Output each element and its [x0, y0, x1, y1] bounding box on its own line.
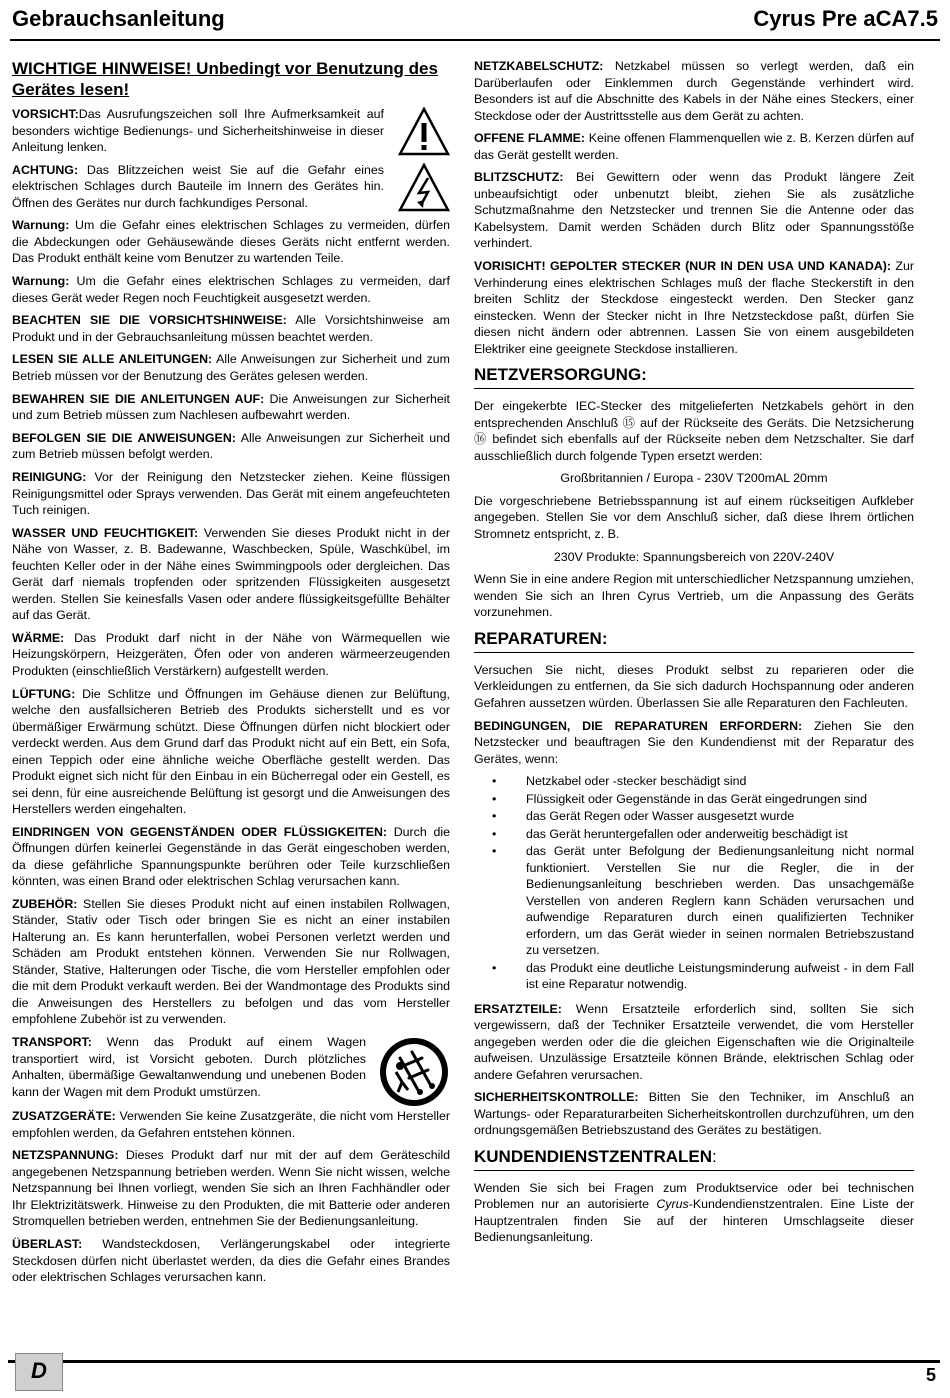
beachten: BEACHTEN SIE DIE VORSICHTSHINWEISE: Alle Vorsichtshinweise am Produkt und in der Gebrauchsanleitung müssen beachtet werden.	[12, 313, 450, 344]
footer-divider	[8, 1360, 940, 1363]
vorsicht-block	[12, 106, 450, 162]
transport-paragraph: TRANSPORT: Wenn das Produkt auf einem Wagen transportiert wird, ist Vorsicht geboten. Durch plötzliches Anhalten, übermäßige Gewaltanwendung und unebenen Boden kann der Wagen mit dem Produkt umstürzen.	[12, 1035, 366, 1099]
ersatzteile: ERSATZTEILE: Wenn Ersatzteile erforderlich sind, sollten Sie sich vergewissern, daß der Techniker Ersatzteile verwendet, die vom Hersteller angegeben werden oder die die gleichen Eigenschaften wie die Originalteile aufweisen. Unzulässige Ersatzteile können Brände, elektrischen Schlag oder andere Gefahren verursachen.	[474, 1001, 914, 1082]
transport-block	[12, 1034, 450, 1108]
header-left: Gebrauchsanleitung	[12, 6, 225, 31]
right-column	[474, 58, 914, 1252]
netz-p3: Wenn Sie in eine andere Region mit unterschiedlicher Netzspannung umziehen, wenden Sie sich an Ihren Cyrus Vertrieb, um die Anpassung des Geräts vorzunehmen.	[474, 572, 914, 620]
stecker: VORISICHT! GEPOLTER STECKER (NUR IN DEN USA UND KANADA): Zur Verhinderung eines elektrischen Schlages muß der flache Steckerstift in den breiten Schlitz der Steckdose eingesteckt werden. Den Stecker ganz einstecken. Wenn der Stecker nicht in Ihre Netzsteckdose paßt, dürfen Sie diesen nicht ändern oder abtrennen. Lassen Sie von einem ausgebildeten Elektriker eine geeignete Steckdose installieren.	[474, 259, 914, 356]
blitz: BLITZSCHUTZ: Bei Gewittern oder wenn das Produkt längere Zeit unbeaufsichtigt oder unbenutzt bleibt, ziehen Sie als zusätzliche Schutzmaßnahme den Netzstecker und trennen Sie die Antenne oder das Kabelsystem. Damit werden Schäden durch Blitz oder Spannungsstöße verhindert.	[474, 170, 914, 251]
flamme: OFFENE FLAMME: Keine offenen Flammenquellen wie z. B. Kerzen dürfen auf das Gerät gestellt werden.	[474, 131, 914, 162]
page-header	[12, 6, 938, 36]
achtung-paragraph: ACHTUNG: Das Blitzzeichen weist Sie auf die Gefahr eines elektrischen Schlages durch Bauteile im Innern des Gerätes hin. Öffnen des Gerätes nur durch fachkundiges Personal.	[12, 162, 384, 210]
list-item: • Netzkabel oder -stecker beschädigt sind	[474, 773, 914, 790]
page-title: WICHTIGE HINWEISE! Unbedingt vor Benutzung des Gerätes lesen!	[12, 59, 438, 99]
befolgen: BEFOLGEN SIE DIE ANWEISUNGEN: Alle Anweisungen zur Sicherheit und zum Betrieb müssen befolgt werden.	[12, 430, 450, 462]
repair-conditions-list	[474, 773, 914, 993]
rep-p1: Versuchen Sie nicht, dieses Produkt selbst zu reparieren oder die Verkleidungen zu entfernen, da Sie sich dadurch Hochspannung oder anderen Gefahren aussetzen würden. Überlassen Sie alle Reparaturen den Fachleuten.	[474, 662, 914, 710]
netz-p1: Der eingekerbte IEC-Stecker des mitgelieferten Netzkabels gehört in den entsprechenden Anschluß ⑮ auf der Rückseite des Geräts. Die Netzsicherung ⑯ befindet sich ebenfalls auf der Rückseite neben dem Netzschalter. Sie darf ausschließlich durch folgende Typen ersetzt werden:	[474, 399, 914, 463]
list-item: • das Gerät heruntergefallen oder anderweitig beschädigt ist	[474, 826, 914, 843]
bedingungen: BEDINGUNGEN, DIE REPARATUREN ERFORDERN: Ziehen Sie den Netzstecker und beauftragen Sie den Kundendienst mit der Reparatur des Gerätes, wenn:	[474, 718, 915, 766]
left-column	[12, 58, 450, 1292]
header-divider	[10, 39, 940, 41]
reinigung: REINIGUNG: Vor der Reinigung den Netzstecker ziehen. Keine flüssigen Reinigungsmittel oder Sprays verwenden. Das Gerät mit einem angefeuchteten Tuch reinigen.	[12, 470, 450, 517]
lueftung: LÜFTUNG: Die Schlitze und Öffnungen im Gehäuse dienen zur Belüftung, welche den ausfallsicheren Betrieb des Produkts sicherstellt und es vor übermäßiger Erwärmung schützt. Diese Öffnungen dürfen nicht blockiert oder verdeckt werden. Aus dem Grund darf das Produkt nicht auf ein Bett, ein Sofa, einen Teppich oder eine ähnliche weiche Oberfläche gestellt werden. Das Produkt eignet sich nicht für den Einbau in ein Bücherregal oder ein Gestell, es sei denn, für eine ausreichende Belüftung ist gesorgt und die Anweisungen des Herstellers werden eingehalten.	[12, 686, 450, 817]
zubehoer: ZUBEHÖR: Stellen Sie dieses Produkt nicht auf einen instabilen Rollwagen, Ständer, Stativ oder Tisch oder bringen Sie es nicht an einer instabilen Halterung an. Es kann herunterfallen, wobei Personen verletzt werden und Schäden am Produkt entstehen können. Verwenden Sie nur Rollwagen, Ständer, Stative, Halterungen oder Tische, die vom Hersteller empfohlen oder die mit dem Produkt verkauft werden. Bei der Wandmontage des Produkts sind die Anweisungen des Herstellers zu befolgen und das vom Hersteller empfohlene Zubehör ist zu verwenden.	[12, 896, 450, 1027]
section-kundendienst: KUNDENDIENSTZENTRALEN:	[474, 1147, 914, 1171]
warnung-1: Warnung: Um die Gefahr eines elektrischen Schlages zu vermeiden, dürfen die Abdeckungen oder Gehäusewände dieses Geräts nicht entfernt werden. Das Produkt enthält keine vom Benutzer zu wartenden Teile.	[12, 218, 450, 266]
eindringen: EINDRINGEN VON GEGENSTÄNDEN ODER FLÜSSIGKEITEN: Durch die Öffnungen dürfen keinerlei Gegenstände in das Gerät eingeschoben werden, da diese gefährliche Spannungspunkte berühren oder Teile kurzschließen könnten, was einen Brand oder elektrischen Schlag verursachen kann.	[12, 824, 450, 889]
lightning-warning-icon	[398, 162, 450, 214]
zusatz: ZUSATZGERÄTE: Verwenden Sie keine Zusatzgeräte, die nicht vom Hersteller empfohlen werden, da Gefahren entstehen können.	[12, 1109, 450, 1140]
ueberlast: ÜBERLAST: Wandsteckdosen, Verlängerungskabel oder integrierte Steckdosen dürfen nicht überlastet werden, da dies die Gefahr eines Brandes oder elektrischen Schlages verursachen kann.	[12, 1237, 450, 1284]
bewahren: BEWAHREN SIE DIE ANLEITUNGEN AUF: Die Anweisungen zur Sicherheit und zum Betrieb müssen zum Nachlesen aufbewahrt werden.	[12, 391, 450, 423]
netz-fuse-spec: Großbritannien / Europa - 230V T200mAL 20mm	[560, 471, 828, 486]
section-netzversorgung: NETZVERSORGUNG:	[474, 365, 914, 389]
netzspannung: NETZSPANNUNG: Dieses Produkt darf nur mit der auf dem Geräteschild angegebenen Netzspannung betrieben werden. Wenn Sie nicht wissen, welche Netzspannung bei Ihnen vorliegt, wenden Sie sich an Ihren Fachhändler oder Ihr Elektrizitätswerk. Hinweise zu den Produkten, die mit Batterie oder anderen Stromquellen betrieben werden, entnehmen Sie der Bedienungsanleitung.	[12, 1148, 450, 1229]
header-right: Cyrus Pre aCA7.5	[753, 6, 938, 31]
netz-p2: Die vorgeschriebene Betriebsspannung ist auf einem rückseitigen Aufkleber angegeben. Stellen Sie vor dem Anschluß sicher, daß diese Ihrem örtlichen Stromnetz entspricht, z. B.	[474, 493, 914, 541]
netz-voltage-spec: 230V Produkte: Spannungsbereich von 220V-240V	[553, 549, 835, 564]
sicherheitskontrolle: SICHERHEITSKONTROLLE: Bitten Sie den Techniker, im Anschluß an Wartungs- oder Reparaturarbeiten Sicherheitskontrollen durchzuführen, um den ordnungsgemäßen Betriebszustand des Gerätes zu bestätigen.	[474, 1090, 914, 1138]
vorsicht-paragraph: VORSICHT:Das Ausrufungszeichen soll Ihre Aufmerksamkeit auf besonders wichtige Bedienungs- und Sicherheitshinweise in dieser Anleitung lenken.	[12, 107, 384, 154]
list-item: • das Gerät Regen oder Wasser ausgesetzt wurde	[474, 808, 914, 825]
language-tab: D	[15, 1353, 63, 1391]
kunden-paragraph: Wenden Sie sich bei Fragen zum Produktservice oder bei technischen Problemen nur an autorisierte Cyrus-Kundendienstzentralen. Eine Liste der Hauptzentralen finden Sie auf der hinteren Umschlagseite dieser Bedienungsanleitung.	[474, 1180, 914, 1245]
list-item: • das Produkt eine deutliche Leistungsminderung aufweist - in dem Fall ist eine Reparatur notwendig.	[474, 960, 914, 993]
netzkabel: NETZKABELSCHUTZ: Netzkabel müssen so verlegt werden, daß ein Darüberlaufen oder Einklemmen durch Gegenstände verhindert wird. Besonders ist auf die Abschnitte des Kabels in der Nähe eines Steckers, einer Steckdose oder der Austrittsstelle aus dem Gerät zu achten.	[474, 59, 914, 123]
warnung-2: Warnung: Um die Gefahr eines elektrischen Schlages zu vermeiden, darf dieses Gerät weder Regen noch Feuchtigkeit ausgesetzt werden.	[12, 274, 450, 305]
lesen: LESEN SIE ALLE ANLEITUNGEN: Alle Anweisungen zur Sicherheit und zum Betrieb müssen vor der Benutzung des Gerätes gelesen werden.	[12, 352, 450, 383]
waerme: WÄRME: Das Produkt darf nicht in der Nähe von Wärmequellen wie Heizungskörpern, Heizgeräten, Öfen oder von anderen wärmeerzeugenden Produkten (einschließlich Verstärkern) aufgestellt werden.	[12, 630, 450, 678]
section-reparaturen: REPARATUREN:	[474, 629, 914, 653]
achtung-block	[12, 162, 450, 218]
list-item: • das Gerät unter Befolgung der Bedienungsanleitung nicht normal funktioniert. Verstellen Sie nur die Regler, die in der Bedienungsanleitung beschrieben werden. Das unsachgemäße Verstellen von anderen Reglern kann Schäden verursachen und aufwendige Reparaturen durch einen qualifizierten Techniker erfordern, um das Gerät wieder in seinen normalen Betriebszustand zu versetzen.	[474, 843, 914, 959]
list-item: • Flüssigkeit oder Gegenstände in das Gerät eingedrungen sind	[474, 791, 914, 808]
wasser: WASSER UND FEUCHTIGKEIT: Verwenden Sie dieses Produkt nicht in der Nähe von Wasser, z. B. Badewanne, Waschbecken, Spüle, Waschkübel, im feuchten Keller oder in der Nähe eines Swimmingpools oder dergleichen. Das Gerät darf niemals tropfenden oder spritzenden Flüssigkeiten ausgesetzt werden. Stellen Sie keinesfalls Vasen oder andere flüssigkeitsgefüllte Behälter auf das Gerät.	[12, 525, 450, 623]
brand-name: Cyrus	[656, 1197, 689, 1212]
page-number: 5	[925, 1365, 936, 1385]
cart-tipover-icon	[378, 1036, 450, 1108]
exclamation-warning-icon	[398, 106, 450, 158]
